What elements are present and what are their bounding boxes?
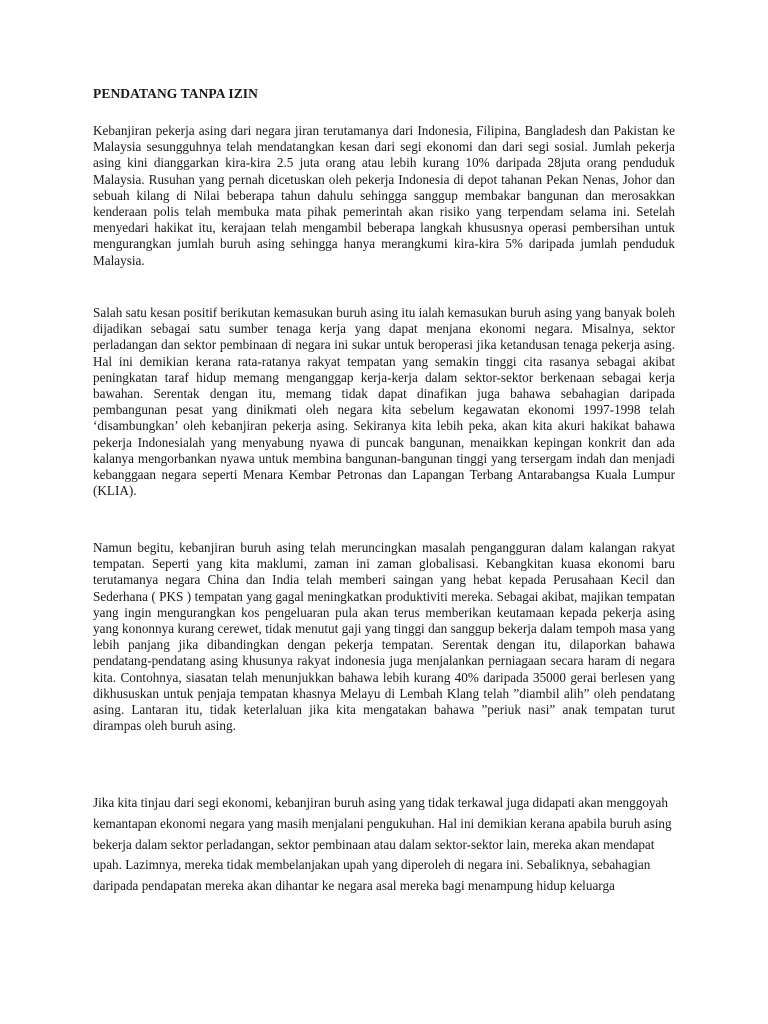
paragraph-1: Kebanjiran pekerja asing dari negara jiran terutamanya dari Indonesia, Filipina, Bangladesh dan Pakistan ke Malaysia sesungguhnya telah mendatangkan kesan dari segi ekonomi dan dari segi sosial. Jumlah pekerja asing kini dianggarkan kira-kira 2.5 juta orang atau lebih kurang 10% daripada 28juta orang penduduk Malaysia. Rusuhan yang pernah dicetuskan oleh pekerja Indonesia di depot tahanan Pekan Nenas, Johor dan sebuah kilang di Nilai beberapa tahun dahulu sehingga sanggup membakar bangunan dan merosakkan kenderaan polis telah membuka mata pihak pemerintah akan risiko yang terpendam selama ini. Setelah menyedari hakikat itu, kerajaan telah mengambil beberapa langkah khususnya operasi pembersihan untuk mengurangkan jumlah buruh asing sehingga hanya merangkumi kira-kira 5% daripada jumlah penduduk Malaysia. — [93, 123, 675, 268]
paragraph-2: Salah satu kesan positif berikutan kemasukan buruh asing itu ialah kemasukan buruh asing yang banyak boleh dijadikan sebagai satu sumber tenaga kerja yang dapat menjana ekonomi negara. Misalnya, sektor perladangan dan sektor pembinaan di negara ini sukar untuk beroperasi jika ketandusan tenaga pekerja asing. Hal ini demikian kerana rata-ratanya rakyat tempatan yang semakin tinggi cita rasanya sebagai akibat peningkatan taraf hidup memang menganggap kerja-kerja dalam sektor-sektor berkenaan sebagai kerja bawahan. Serentak dengan itu, memang tidak dapat dinafikan juga bahawa sebahagian daripada pembangunan pesat yang dinikmati oleh negara kita sebelum kegawatan ekonomi 1997-1998 telah ‘disambungkan’ oleh kebanjiran pekerja asing. Sekiranya kita lebih peka, akan kita akuri hakikat bahawa pekerja Indonesialah yang menyabung nyawa di puncak bangunan, menaikkan kepingan konkrit dan ada kalanya mengorbankan nyawa untuk membina bangunan-bangunan tinggi yang tersergam indah dan menjadi kebanggaan negara seperti Menara Kembar Petronas dan Lapangan Terbang Antarabangsa Kuala Lumpur (KLIA). — [93, 305, 675, 499]
document-title: PENDATANG TANPA IZIN — [93, 86, 259, 101]
paragraph-4: Jika kita tinjau dari segi ekonomi, kebanjiran buruh asing yang tidak terkawal juga didapati akan menggoyah kemantapan ekonomi negara yang masih menjalani pengukuhan. Hal ini demikian kerana apabila buruh asing bekerja dalam sektor perladangan, sektor pembinaan atau dalam sektor-sektor lain, mereka akan mendapat upah. Lazimnya, mereka tidak membelanjakan upah yang diperoleh di negara ini. Sebaliknya, sebahagian daripada pendapatan mereka akan dihantar ke negara asal mereka bagi menampung hidup keluarga — [93, 795, 672, 894]
paragraph-3: Namun begitu, kebanjiran buruh asing telah meruncingkan masalah pengangguran dalam kalangan rakyat tempatan. Seperti yang kita maklumi, zaman ini zaman globalisasi. Kebangkitan kuasa ekonomi baru terutamanya negara China dan India telah memberi saingan yang hebat kepada Perusahaan Kecil dan Sederhana ( PKS ) tempatan yang gagal meningkatkan produktiviti mereka. Sebagai akibat, majikan tempatan yang ingin mengurangkan kos pengeluaran pula akan terus memberikan keutamaan kepada pekerja asing yang kononnya kurang cerewet, tidak menutut gaji yang tinggi dan sanggup bekerja dalam tempoh masa yang lebih panjang jika dibandingkan dengan pekerja tempatan. Serentak dengan itu, dilaporkan bahawa pendatang-pendatang asing khusunya rakyat indonesia juga menjalankan perniagaan secara haram di negara kita. Contohnya, siasatan telah menunjukkan bahawa lebih kurang 40% daripada 35000 gerai berlesen yang dikhususkan untuk penjaja tempatan khasnya Melayu di Lembah Klang telah ”diambil alih” oleh pendatang asing. Lantaran itu, tidak keterlaluan jika kita mengatakan bahawa ”periuk nasi” anak tempatan turut dirampas oleh buruh asing. — [93, 540, 675, 734]
